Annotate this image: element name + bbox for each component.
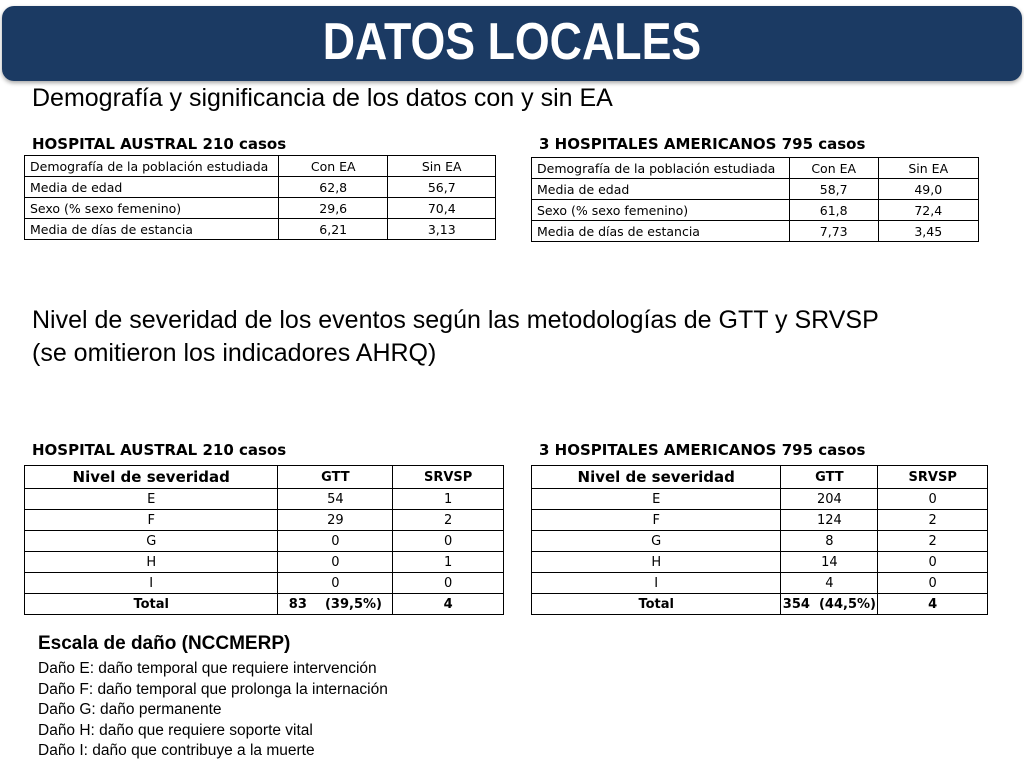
- table-cell: 54: [278, 489, 393, 510]
- table-cell: 0: [878, 573, 988, 594]
- table-cell: 0: [878, 489, 988, 510]
- table-cell: H: [532, 552, 781, 573]
- header-cell: Nivel de severidad: [25, 466, 278, 489]
- damage-scale-item: Daño E: daño temporal que requiere intervención: [38, 660, 377, 677]
- table-header-row: [532, 158, 979, 179]
- americanos-severity-label: 3 HOSPITALES AMERICANOS 795 casos: [539, 441, 866, 459]
- table-cell: 62,8: [278, 177, 388, 198]
- table-row: [25, 198, 496, 219]
- table-cell: 6,21: [278, 219, 388, 240]
- severity-heading-line2: (se omitieron los indicadores AHRQ): [32, 339, 437, 367]
- table-cell: 4: [781, 573, 878, 594]
- table-cell: 3,45: [878, 221, 978, 242]
- table-cell: 0: [278, 573, 393, 594]
- page-title: DATOS LOCALES: [322, 13, 702, 71]
- table-cell: G: [532, 531, 781, 552]
- table-row: [25, 510, 504, 531]
- total-cell: Total: [532, 594, 781, 615]
- table-cell: 72,4: [878, 200, 978, 221]
- damage-scale-item: Daño F: daño temporal que prolonga la internación: [38, 680, 388, 698]
- table-header-row: [25, 156, 496, 177]
- table-total-row: [532, 594, 988, 615]
- header-cell: GTT: [278, 466, 393, 489]
- americanos-demographics-label: 3 HOSPITALES AMERICANOS 795 casos: [539, 135, 866, 153]
- table-cell: 56,7: [388, 177, 496, 198]
- table-header-row: [532, 466, 988, 489]
- table-cell: 29,6: [278, 198, 388, 219]
- table-row: [532, 489, 988, 510]
- header-cell: GTT: [781, 466, 878, 489]
- table-row: [532, 552, 988, 573]
- table-cell: 49,0: [878, 179, 978, 200]
- header-cell: Demografía de la población estudiada: [532, 158, 790, 179]
- damage-scale-list: [38, 659, 388, 762]
- total-cell: 4: [878, 594, 988, 615]
- severity-heading: [32, 304, 879, 370]
- header-cell: Demografía de la población estudiada: [25, 156, 279, 177]
- table-cell: 0: [278, 552, 393, 573]
- table-row: [25, 489, 504, 510]
- austral-severity-label: HOSPITAL AUSTRAL 210 casos: [32, 441, 287, 459]
- americanos-demographics-table: [531, 157, 979, 242]
- table-cell: 0: [393, 573, 504, 594]
- table-cell: H: [25, 552, 278, 573]
- table-cell: 2: [878, 531, 988, 552]
- header-cell: Nivel de severidad: [532, 466, 781, 489]
- header-cell: Con EA: [789, 158, 878, 179]
- table-cell: 2: [393, 510, 504, 531]
- severity-heading-line1: Nivel de severidad de los eventos según las metodologías de GTT y SRVSP: [32, 306, 879, 334]
- table-cell: 3,13: [388, 219, 496, 240]
- total-cell: 4: [393, 594, 504, 615]
- header-cell: Sin EA: [878, 158, 978, 179]
- table-row: [25, 552, 504, 573]
- table-cell: I: [25, 573, 278, 594]
- table-cell: 7,73: [789, 221, 878, 242]
- table-row: [532, 200, 979, 221]
- table-row: [532, 221, 979, 242]
- damage-scale-title: Escala de daño (NCCMERP): [38, 633, 291, 654]
- table-cell: 70,4: [388, 198, 496, 219]
- austral-demographics-table: [24, 155, 496, 240]
- table-row: [25, 573, 504, 594]
- table-cell: 2: [878, 510, 988, 531]
- table-cell: 0: [278, 531, 393, 552]
- table-cell: Media de edad: [25, 177, 279, 198]
- damage-scale-item: Daño I: daño que contribuye a la muerte: [38, 742, 315, 759]
- table-cell: 0: [878, 552, 988, 573]
- damage-scale-item: Daño H: daño que requiere soporte vital: [38, 721, 313, 739]
- table-cell: I: [532, 573, 781, 594]
- table-row: [532, 510, 988, 531]
- table-cell: E: [532, 489, 781, 510]
- table-cell: Sexo (% sexo femenino): [25, 198, 279, 219]
- americanos-severity-table: [531, 465, 988, 615]
- total-cell: 354 (44,5%): [781, 594, 878, 615]
- table-cell: Media de días de estancia: [25, 219, 279, 240]
- table-cell: 8: [781, 531, 878, 552]
- table-cell: 0: [393, 531, 504, 552]
- table-header-row: [25, 466, 504, 489]
- table-cell: 124: [781, 510, 878, 531]
- header-cell: SRVSP: [878, 466, 988, 489]
- austral-severity-table: [24, 465, 504, 615]
- table-cell: 29: [278, 510, 393, 531]
- header-cell: SRVSP: [393, 466, 504, 489]
- table-row: [532, 531, 988, 552]
- section-subtitle: Demografía y significancia de los datos con y sin EA: [32, 84, 613, 112]
- total-cell: 83 (39,5%): [278, 594, 393, 615]
- austral-demographics-label: HOSPITAL AUSTRAL 210 casos: [32, 135, 287, 153]
- table-cell: Media de edad: [532, 179, 790, 200]
- table-cell: Sexo (% sexo femenino): [532, 200, 790, 221]
- header-cell: Con EA: [278, 156, 388, 177]
- table-cell: G: [25, 531, 278, 552]
- table-cell: 204: [781, 489, 878, 510]
- header-cell: Sin EA: [388, 156, 496, 177]
- table-cell: Media de días de estancia: [532, 221, 790, 242]
- table-cell: 1: [393, 552, 504, 573]
- table-row: [532, 179, 979, 200]
- table-cell: F: [532, 510, 781, 531]
- table-row: [25, 531, 504, 552]
- table-cell: 58,7: [789, 179, 878, 200]
- table-cell: 1: [393, 489, 504, 510]
- damage-scale-item: Daño G: daño permanente: [38, 701, 222, 718]
- table-row: [25, 219, 496, 240]
- total-cell: Total: [25, 594, 278, 615]
- table-cell: E: [25, 489, 278, 510]
- table-cell: F: [25, 510, 278, 531]
- table-cell: 61,8: [789, 200, 878, 221]
- table-cell: 14: [781, 552, 878, 573]
- table-total-row: [25, 594, 504, 615]
- table-row: [532, 573, 988, 594]
- table-row: [25, 177, 496, 198]
